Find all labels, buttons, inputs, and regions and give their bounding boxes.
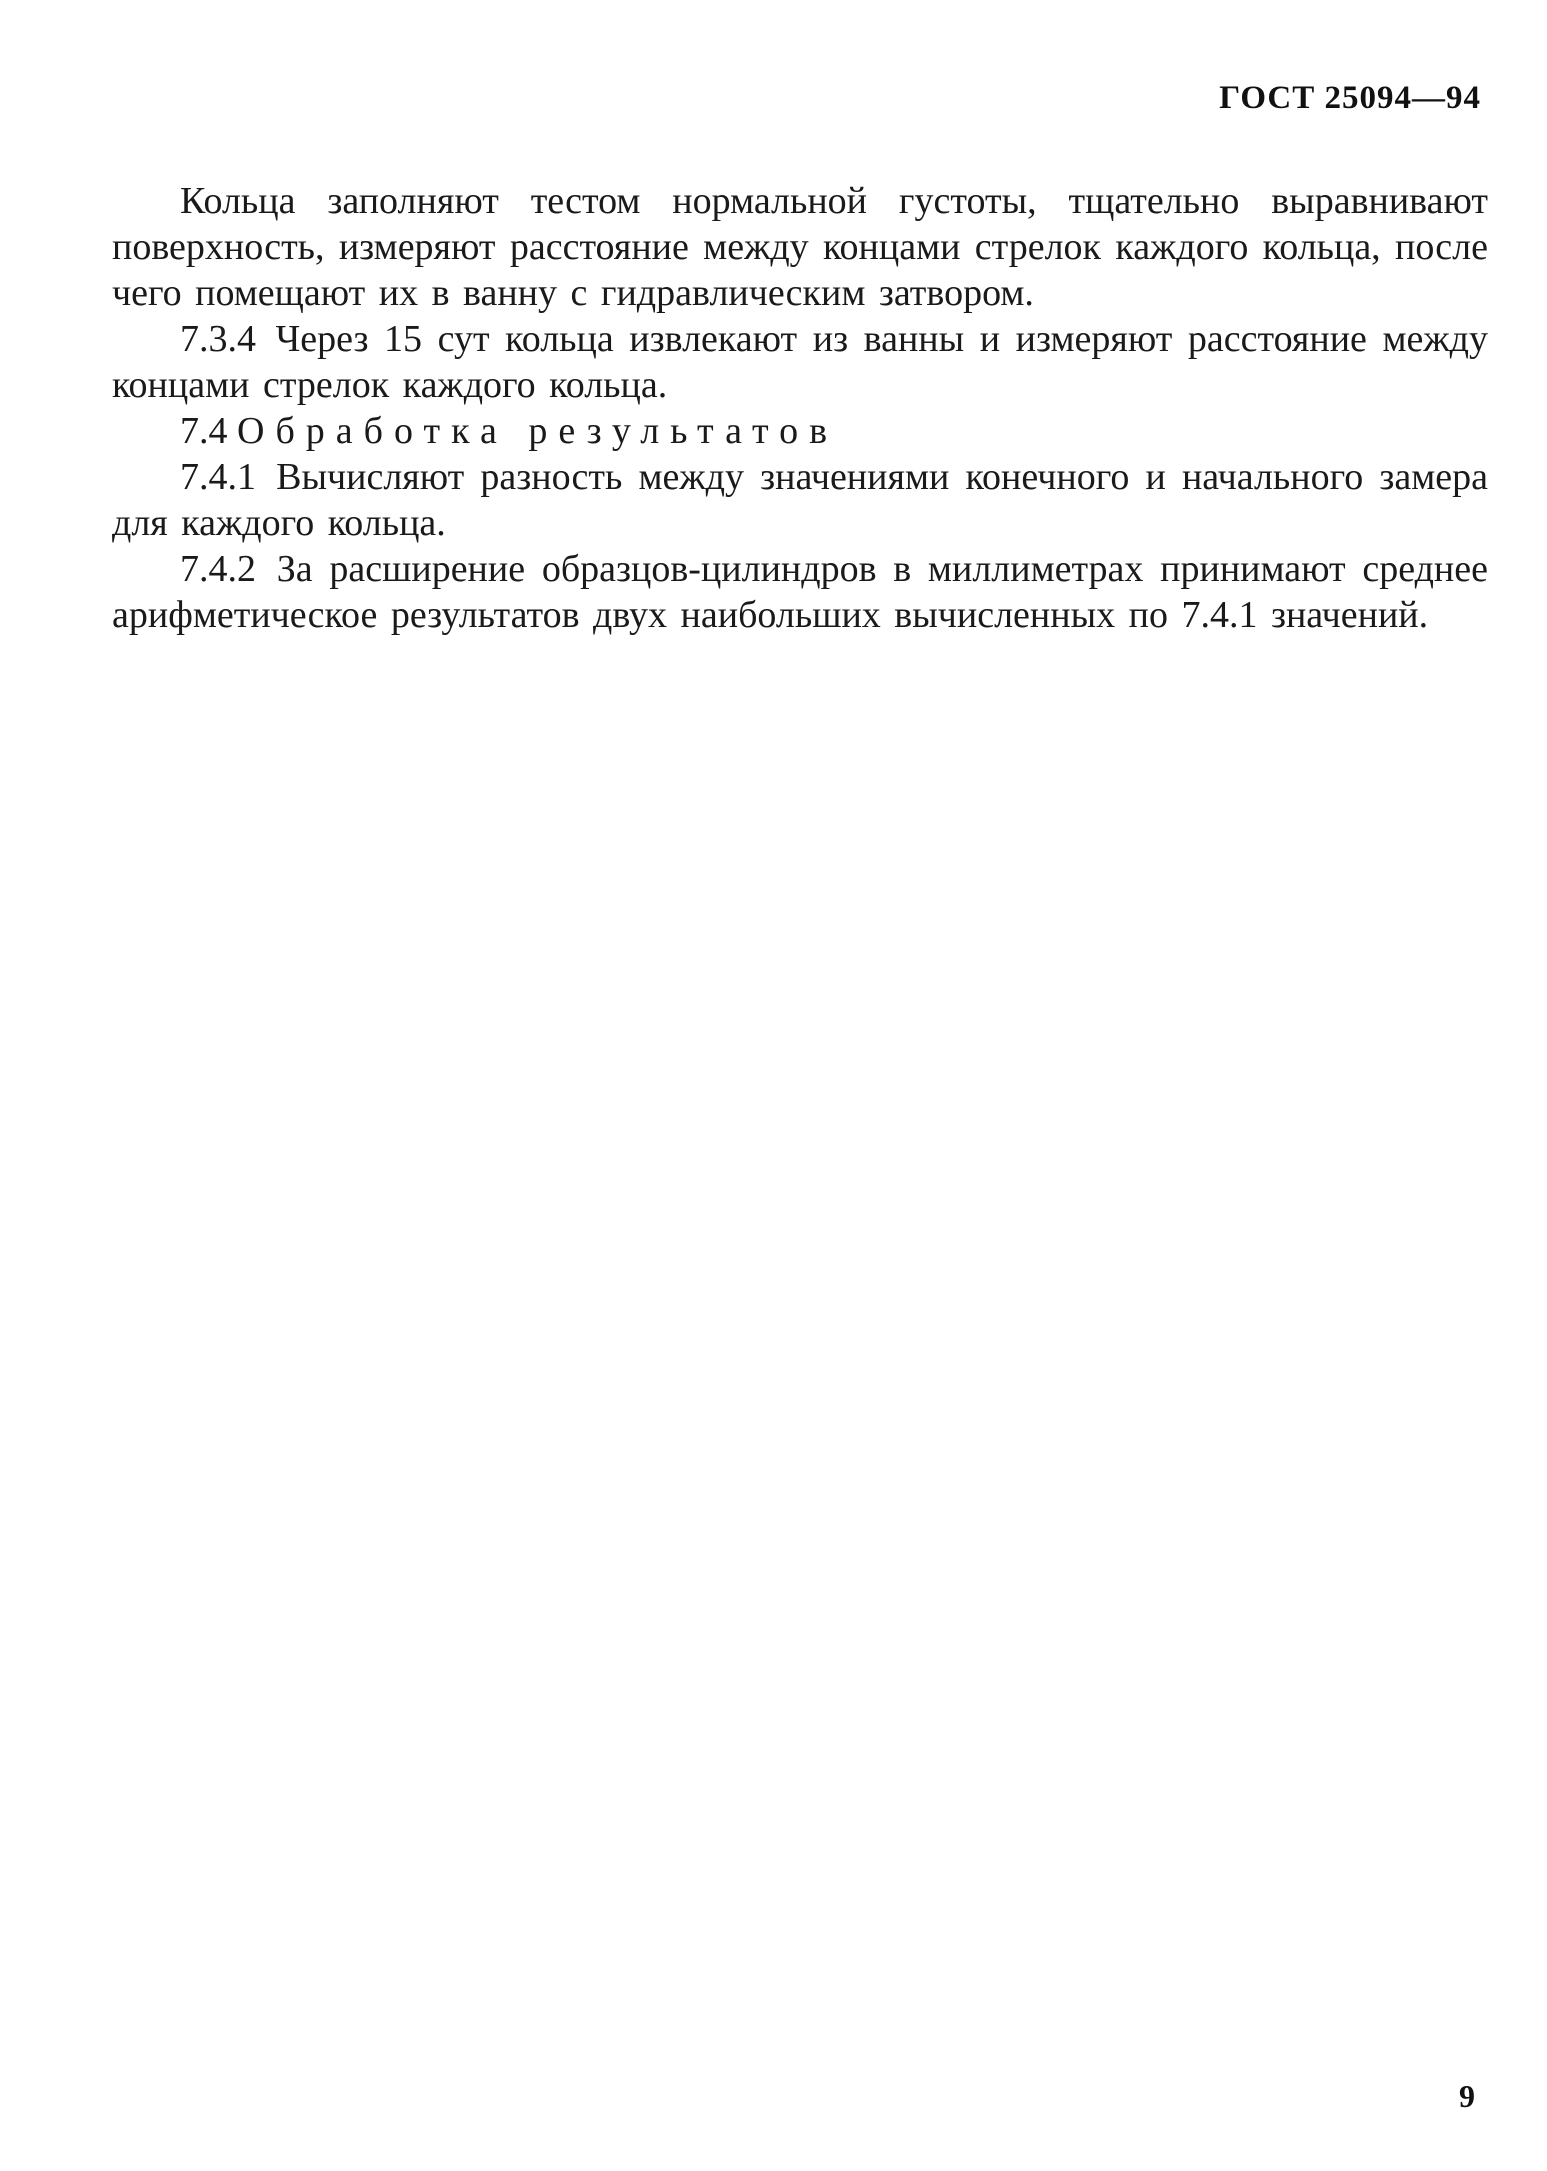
paragraph-number: 7.3.4 (180, 318, 256, 360)
paragraph-7-3-4 (112, 316, 1488, 408)
paragraph-7-4-2 (112, 546, 1488, 638)
section-number: 7.4 (180, 410, 228, 452)
paragraph-intro: Кольца заполняют тестом нормальной густоты, тщательно выравнивают поверхность, измеряют расстояние между концами стрелок каждого кольца, после чего помещают их в ванну с гидравлическим затвором. (112, 180, 1488, 314)
paragraph-text: Вычисляют разность между значениями конечного и начального замера для каждого кольца. (112, 456, 1489, 544)
paragraph-text: Через 15 сут кольца извлекают из ванны и измеряют расстояние между концами стрелок каждого кольца. (112, 318, 1488, 406)
document-body (112, 178, 1488, 638)
paragraph-text: За расширение образцов-цилиндров в миллиметрах принимают среднее арифметическое результатов двух наибольших вычисленных по 7.4.1 значений. (112, 548, 1488, 636)
section-heading-7-4 (112, 408, 1488, 454)
paragraph-7-4-1 (112, 454, 1488, 546)
paragraph-number: 7.4.1 (180, 456, 256, 498)
page-number: 9 (1459, 2078, 1475, 2114)
standard-header: ГОСТ 25094—94 (1219, 80, 1481, 116)
section-title: Обработка результатов (237, 410, 839, 452)
paragraph-number: 7.4.2 (180, 548, 256, 590)
